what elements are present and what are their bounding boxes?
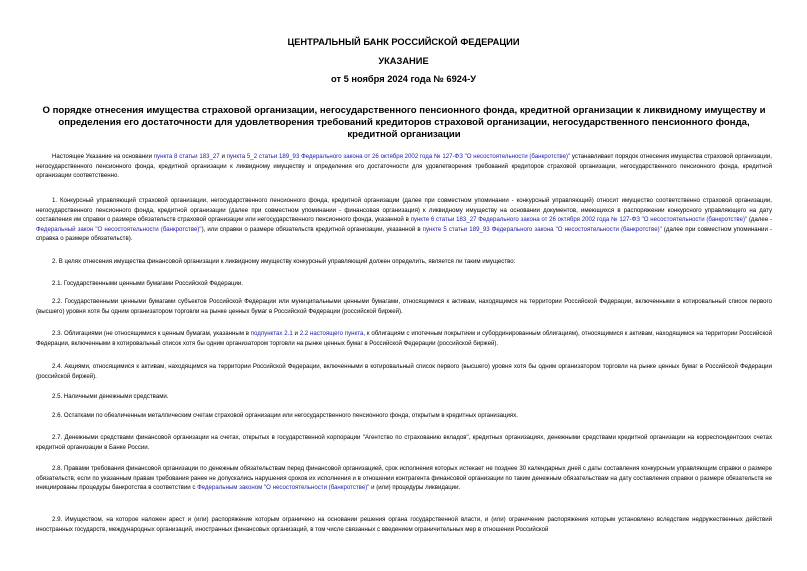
document-date-number: от 5 ноября 2024 года № 6924-У xyxy=(331,74,476,84)
paragraph-2-4: 2.4. Акциями, относящимися к активам, находящимся на территории Российской Федерации, включенными в котировальный список первого (высшего) уровня хотя бы одним организатором торговли на рынке ценных бумаг в Российской Федерации (российской биржей). xyxy=(36,363,772,380)
paragraph-2-1: 2.1. Государственными ценными бумагами Российской Федерации. xyxy=(52,280,243,287)
p2-3-text-1: 2.3. Облигациями (не относящимися к ценным бумагам, указанным в xyxy=(52,330,251,337)
intro-link-article-189-93[interactable]: пункта 5_2 статьи 189_93 Федерального закона от 26 октября 2002 года № 127-ФЗ "О несостоятельности (банкротстве)" xyxy=(226,153,571,160)
p2-8-link-bankruptcy-law[interactable]: Федеральным законом "О несостоятельности (банкротстве)" xyxy=(197,484,370,492)
p1-link-bankruptcy-law[interactable]: Федеральный закон "О несостоятельности (банкротстве)" xyxy=(36,225,202,233)
p1-text-3: ), или справки о размере обязательств кредитной организации, указанной в xyxy=(201,225,423,233)
p2-3-text-3: , к облигациям с ипотечным покрытием и субординированным облигациям), относящимися к активам, находящимся на территории Российской Федерации, включенными в котировальный список хотя бы одним организатором торговли на рынке ценных бумаг в Российской Федерации (российской биржей). xyxy=(36,330,772,347)
p1-text-2: (далее - xyxy=(747,216,772,224)
intro-paragraph xyxy=(36,152,772,181)
document-title: О порядке отнесения имущества страховой организации, негосударственного пенсионного фонда, кредитной организации к ликвидному имуществу и определения его достаточности для удовлетворения требований кредиторов страховой организации, негосударственного пенсионного фонда, кредитной организации xyxy=(42,105,766,140)
paragraph-2-6: 2.6. Остатками по обезличенным металлическим счетам страховой организации или негосударственного пенсионного фонда, открытым в кредитных организациях. xyxy=(52,412,518,419)
paragraph-2-7: 2.7. Денежными средствами финансовой организации на счетах, открытых в государственной корпорации "Агентство по страхованию вкладов", кредитных организациях, денежными средствами кредитной организации на корреспондентских счетах кредитной организации в Банке России. xyxy=(36,434,772,451)
p2-8-text-1: 2.8. Правами требования финансовой организации по денежным обязательствам перед финансовой организацией, срок исполнения которых истекает не позднее 30 календарных дней с даты составления конкурсным управляющим справки о размере обязательств, если по указанным правам требования ранее не допускались нарушения сроков их исполнения и в отношении контрагента финансовой организации по таким денежным обязательствам на дату составления справки о размере обязательств не инициированы процедуры банкротства в соответствии с xyxy=(36,465,772,492)
p1-text-4: (далее при совместном упоминании - справка о размере обязательств). xyxy=(36,225,772,243)
p2-3-link-subparagraph-2-2[interactable]: 2.2 настоящего пункта xyxy=(299,330,364,337)
paragraph-2-9: 2.9. Имуществом, на которое наложен арест и (или) распоряжение которым ограничено на основании решения органа государственной власти, и (или) ограничение распоряжения которым установлено вследствие недружественных действий иностранных государств, международных организаций, иностранных финансовых организаций, в том числе связанных с введением ограничительных мер в отношении Российской xyxy=(36,516,772,533)
intro-text-3: устанавливает порядок отнесения имущества страховой организации, негосударственного пенсионного фонда, кредитной организации к ликвидному имуществу и определения его достаточности для удовлетворения требований кредиторов страховой организации, негосударственного пенсионного фонда, кредитной организации соответственно. xyxy=(36,153,772,180)
p2-3-text-2: и xyxy=(292,330,300,337)
p1-text-1: 1. Конкурсный управляющий страховой организации, негосударственного пенсионного фонда, кредитной организации (далее при совместном упоминании - конкурсный управляющий) относит имущество соответственно страховой организации, негосударственного пенсионного фонда, кредитной организации (далее при совместном упоминании - финансовая организация) к ликвидному имуществу на основании документов, имеющихся в распоряжении конкурсного управляющего на дату составления им справки о размере обязательств страховой организации или негосударственного пенсионного фонда, указанной в xyxy=(36,197,772,224)
intro-link-article-183-27[interactable]: пункта 8 статьи 183_27 xyxy=(153,153,220,160)
p1-link-article-183-27[interactable]: пункте 6 статьи 183_27 Федерального закона от 26 октября 2002 года № 127-ФЗ "О несостоятельности (банкротстве)" xyxy=(410,216,748,224)
paragraph-2-8 xyxy=(36,464,772,493)
paragraph-2-2: 2.2. Государственными ценными бумагами субъектов Российской Федерации или муниципальными ценными бумагами, относящимися к активам, находящимся на территории Российской Федерации, включенными в котировальный список первого (высшего) уровня хотя бы одним организатором торговли на рынке ценных бумаг в Российской Федерации (российской биржей). xyxy=(36,298,772,315)
p1-link-article-189-93[interactable]: пункте 5 статьи 189_93 Федерального закона "О несостоятельности (банкротстве)" xyxy=(422,225,662,233)
p2-3-link-subparagraph-2-1[interactable]: подпунктах 2.1 xyxy=(250,330,293,337)
paragraph-2-5: 2.5. Наличными денежными средствами. xyxy=(52,393,169,400)
p2-8-text-2: и (или) процедуры ликвидации. xyxy=(369,484,461,492)
paragraph-1 xyxy=(36,196,772,244)
intro-text-1: Настоящее Указание на основании xyxy=(52,153,154,160)
issuer-heading: ЦЕНТРАЛЬНЫЙ БАНК РОССИЙСКОЙ ФЕДЕРАЦИИ xyxy=(287,37,520,47)
document-type: УКАЗАНИЕ xyxy=(378,56,429,66)
paragraph-2-3 xyxy=(36,329,772,348)
intro-text-2: и xyxy=(219,153,227,160)
paragraph-2: 2. В целях отнесения имущества финансовой организации к ликвидному имуществу конкурсный управляющий должен определить, является ли таким имущество: xyxy=(52,258,516,265)
